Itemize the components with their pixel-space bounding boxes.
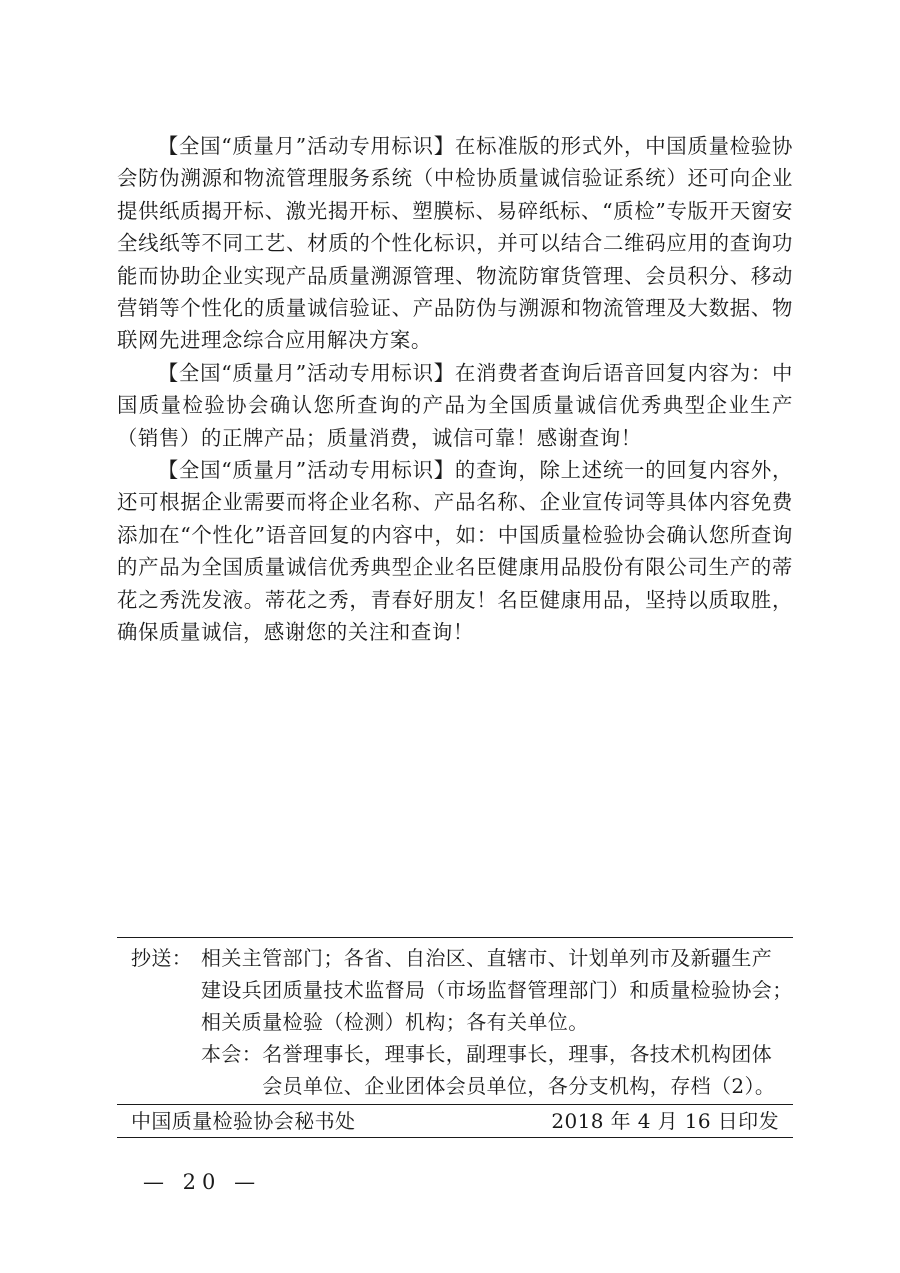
body-text: [117, 130, 793, 649]
internal-distribution-recipients: [262, 1038, 775, 1102]
footer-bottom-rule: [117, 1137, 793, 1138]
paragraph-1: 【全国“质量月”活动专用标识】在标准版的形式外，中国质量检验协会防伪溯源和物流管理服务系统（中检协质量诚信验证系统）还可向企业提供纸质揭开标、激光揭开标、塑膜标、易碎纸标、“质检”专版开天窗安全线纸等不同工艺、材质的个性化标识，并可以结合二维码应用的查询功能而协助企业实现产品质量溯源管理、物流防窜货管理、会员积分、移动营销等个性化的质量诚信验证、产品防伪与溯源和物流管理及大数据、物联网先进理念综合应用解决方案。: [117, 134, 793, 353]
page-number: — 20 —: [143, 1170, 262, 1194]
paragraph-2: 【全国“质量月”活动专用标识】在消费者查询后语音回复内容为：中国质量检验协会确认您所查询的产品为全国质量诚信优秀典型企业生产（销售）的正牌产品；质量消费，诚信可靠！感谢查询！: [117, 360, 793, 450]
cc-block: [117, 938, 793, 1104]
issue-date: 2018 年 4 月 16 日印发: [551, 1109, 779, 1133]
internal-line: 会员单位、企业团体会员单位，各分支机构，存档（2）。: [262, 1074, 776, 1098]
cc-recipients: [201, 942, 793, 1038]
cc-line: 相关主管部门；各省、自治区、直辖市、计划单列市及新疆生产: [201, 946, 773, 970]
cc-label: 抄送：: [131, 946, 193, 970]
internal-distribution-row: [117, 1038, 793, 1102]
paragraph-3: 【全国“质量月”活动专用标识】的查询，除上述统一的回复内容外，还可根据企业需要而将企业名称、产品名称、企业宣传词等具体内容免费添加在“个性化”语音回复的内容中，如：中国质量检验协会确认您所查询的产品为全国质量诚信优秀典型企业名臣健康用品股份有限公司生产的蒂花之秀洗发液。蒂花之秀，青春好朋友！名臣健康用品，坚持以质取胜，确保质量诚信，感谢您的关注和查询！: [117, 458, 793, 645]
cc-line: 建设兵团质量技术监督局（市场监督管理部门）和质量检验协会；: [201, 978, 793, 1002]
cc-row: [117, 942, 793, 1038]
issuer: 中国质量检验协会秘书处: [131, 1109, 356, 1133]
internal-distribution-label: 本会：: [201, 1042, 263, 1066]
cc-line: 相关质量检验（检测）机构；各有关单位。: [201, 1010, 589, 1034]
internal-line: 名誉理事长，理事长，副理事长，理事，各技术机构团体: [262, 1042, 773, 1066]
distribution-footer: [117, 937, 793, 1138]
issue-row: [117, 1105, 793, 1137]
